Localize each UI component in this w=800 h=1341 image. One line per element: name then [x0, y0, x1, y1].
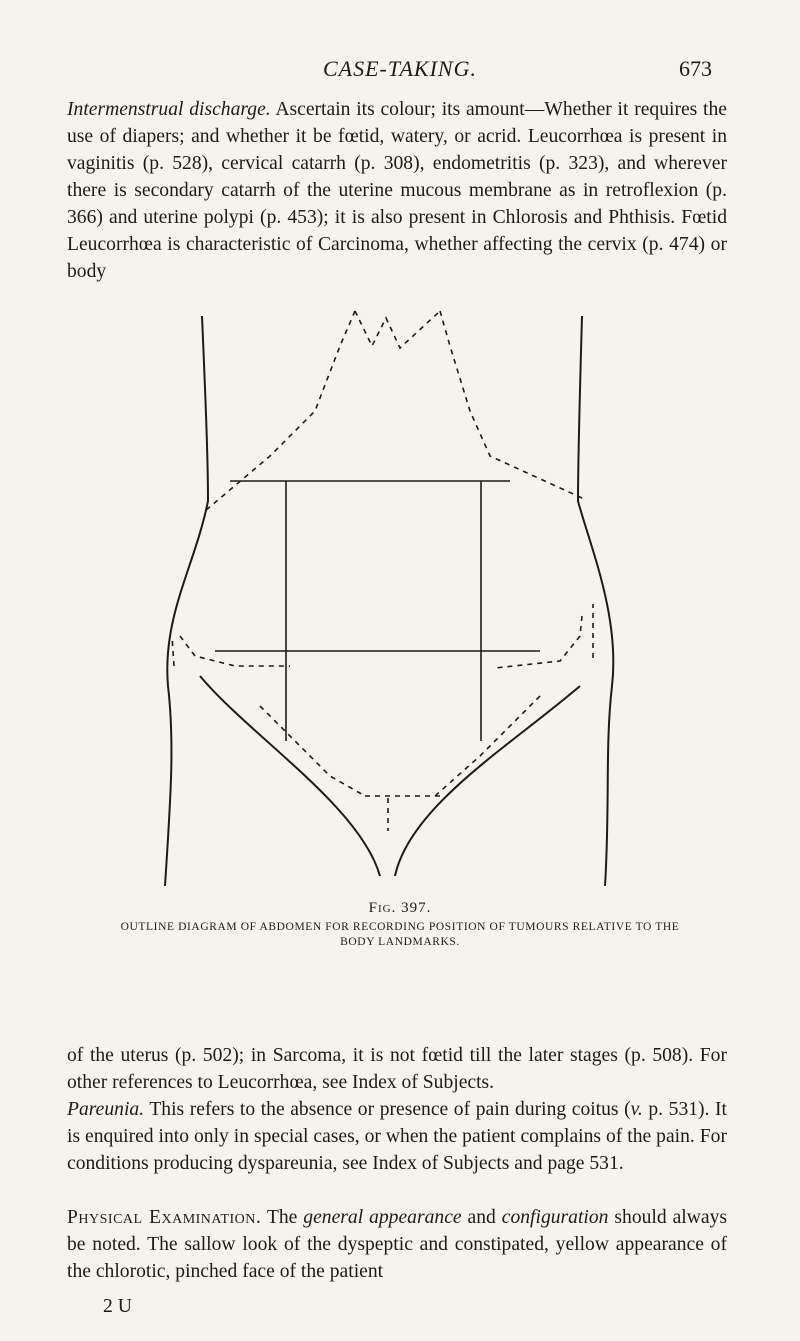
reference-abbrev: v. [630, 1099, 643, 1120]
right-groin-line [395, 686, 580, 876]
paragraph-heading: Pareunia. [67, 1099, 145, 1120]
abdomen-outline-diagram [150, 286, 650, 886]
paragraph-text: This refers to the absence or presence of pain during coitus ( [149, 1099, 631, 1120]
xiphoid-dashed [355, 311, 440, 348]
paragraph-intermenstrual-discharge [67, 96, 727, 285]
paragraph-physical-examination [67, 1204, 727, 1285]
right-body-outline [578, 316, 613, 886]
paragraph-pareunia [67, 1096, 727, 1177]
paragraph-text: p. 531). It is enquired into only in special cases, or when the patient complains of the pain. For conditions producing dyspareunia, see Index of Subjects and page 531. [67, 1099, 727, 1174]
figure-caption [90, 920, 710, 950]
paragraph-text: The [261, 1207, 304, 1228]
running-title: CASE-TAKING. [323, 56, 477, 81]
paragraph-heading: Physical Examination. [67, 1207, 262, 1228]
paragraph-text: and [461, 1207, 502, 1228]
figure-label: Fig. 397. [368, 900, 432, 916]
paragraph-text: Ascertain its colour; its amount—Whether it requires the use of diapers; and whether it be fœtid, watery, or acrid. Leucorrhœa is present in vaginitis (p. 528), cervical catarrh (p. 308), endometritis (p. 323), and wherever there is secondary catarrh of the uterine mucous membrane as in retroflexion (p. 366) and uterine polypi (p. 453); it is also present in Chlorosis and Phthisis. Fœtid Leucorrhœa is characteristic of Carcinoma, whether affecting the cervix (p. 474) or body [67, 99, 727, 282]
emphasis-text: configuration [501, 1207, 609, 1228]
figure-caption-line: BODY LANDMARKS. [340, 936, 460, 948]
inguinal-dashed-right [435, 696, 540, 796]
paragraph-text: should always be noted. The sallow look of the dyspeptic and constipated, yellow appearance of the chlorotic, pinched face of the patient [67, 1207, 727, 1282]
page-number: 673 [679, 56, 712, 81]
paragraph-heading: Intermenstrual discharge. [67, 99, 271, 120]
paragraph-leucorrhoea-continued [67, 1042, 727, 1096]
emphasis-text: general appearance [303, 1207, 462, 1228]
iliac-crest-dashed-right [495, 616, 582, 668]
left-body-outline [165, 316, 208, 886]
flank-dashed-left [172, 636, 174, 666]
figure-caption-line: OUTLINE DIAGRAM OF ABDOMEN FOR RECORDING POSITION OF TUMOURS RELATIVE TO THE [120, 921, 680, 933]
costal-margin-dashed [440, 311, 582, 498]
signature-mark: 2 U [103, 1296, 132, 1317]
page-header [0, 56, 800, 86]
left-groin-line [200, 676, 380, 876]
paragraph-text: of the uterus (p. 502); in Sarcoma, it is not fœtid till the later stages (p. 508). For other references to Leucorrhœa, see Index of Subjects. [67, 1045, 727, 1093]
